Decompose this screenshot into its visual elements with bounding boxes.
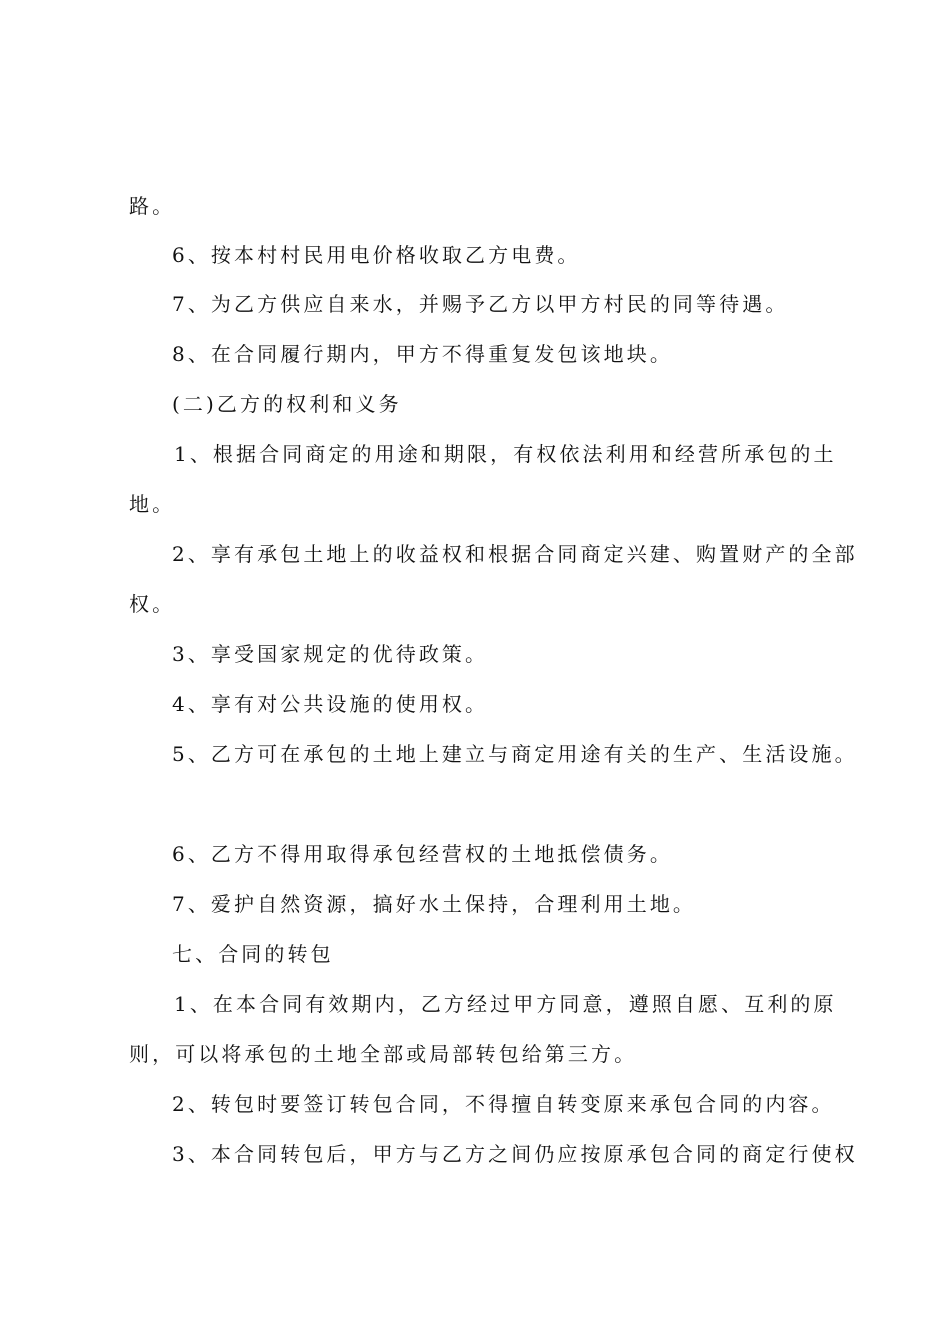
text-line: 7、为乙方供应自来水，并赐予乙方以甲方村民的同等待遇。 bbox=[172, 292, 789, 316]
section-heading: 七、合同的转包 bbox=[172, 942, 334, 966]
text-line: 路。 bbox=[129, 194, 176, 218]
text-line: 权。 bbox=[129, 592, 176, 616]
text-line: 8、在合同履行期内，甲方不得重复发包该地块。 bbox=[172, 342, 673, 366]
text-line: 3、享受国家规定的优待政策。 bbox=[172, 642, 489, 666]
text-line: 6、按本村村民用电价格收取乙方电费。 bbox=[172, 243, 581, 267]
text-line: 地。 bbox=[129, 492, 176, 516]
text-line: 3、本合同转包后，甲方与乙方之间仍应按原承包合同的商定行使权 bbox=[172, 1142, 858, 1166]
text-line: 2、享有承包土地上的收益权和根据合同商定兴建、购置财产的全部 bbox=[172, 542, 858, 566]
text-line: 则，可以将承包的土地全部或局部转包给第三方。 bbox=[129, 1042, 638, 1066]
section-heading: (二)乙方的权利和义务 bbox=[172, 392, 402, 416]
text-line: 1、根据合同商定的用途和期限，有权依法利用和经营所承包的土 bbox=[174, 442, 837, 466]
text-line: 6、乙方不得用取得承包经营权的土地抵偿债务。 bbox=[172, 842, 673, 866]
text-line: 5、乙方可在承包的土地上建立与商定用途有关的生产、生活设施。 bbox=[172, 742, 858, 766]
text-line: 7、爱护自然资源，搞好水土保持，合理利用土地。 bbox=[172, 892, 697, 916]
text-line: 1、在本合同有效期内，乙方经过甲方同意，遵照自愿、互利的原 bbox=[174, 992, 837, 1016]
text-line: 2、转包时要签订转包合同，不得擅自转变原来承包合同的内容。 bbox=[172, 1092, 835, 1116]
text-line: 4、享有对公共设施的使用权。 bbox=[172, 692, 489, 716]
